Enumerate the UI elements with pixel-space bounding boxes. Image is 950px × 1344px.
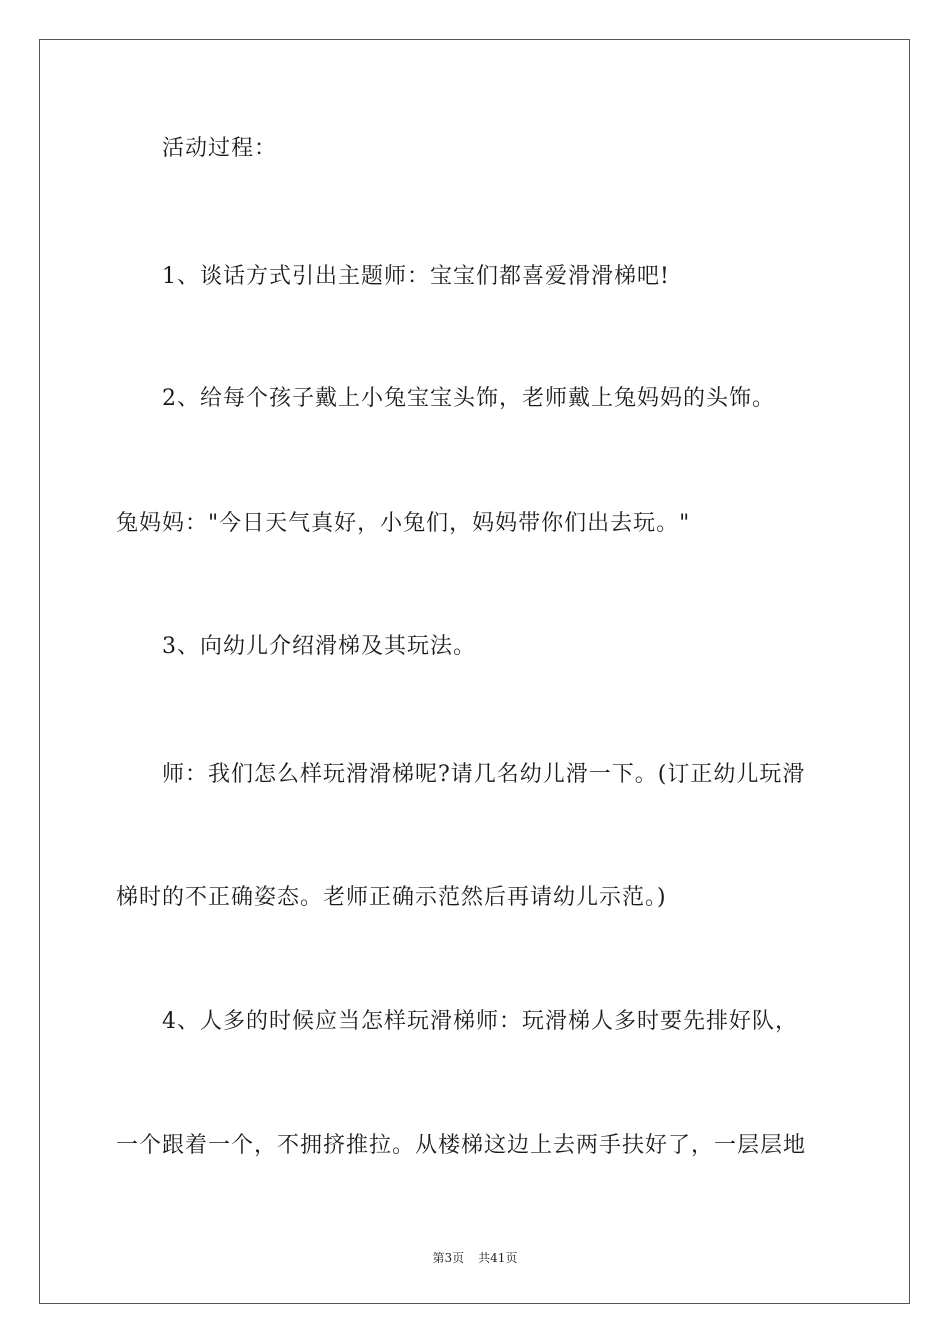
page-number: 第3页: [432, 1251, 465, 1265]
text-line: 梯时的不正确姿态。老师正确示范然后再请幼儿示范。): [116, 885, 667, 910]
text-line: 师：我们怎么样玩滑滑梯呢?请几名幼儿滑一下。(订正幼儿玩滑: [162, 762, 806, 787]
text-line: 3、向幼儿介绍滑梯及其玩法。: [162, 634, 476, 659]
page-total: 共41页: [478, 1251, 518, 1265]
text-line: 4、人多的时候应当怎样玩滑梯师：玩滑梯人多时要先排好队，: [162, 1009, 798, 1034]
text-line: 一个跟着一个，不拥挤推拉。从楼梯这边上去两手扶好了，一层层地: [116, 1133, 807, 1158]
page-border: [39, 39, 910, 1304]
text-line: 1、谈话方式引出主题师：宝宝们都喜爱滑滑梯吧!: [162, 264, 670, 289]
text-line: 活动过程：: [162, 136, 278, 161]
text-line: 2、给每个孩子戴上小兔宝宝头饰，老师戴上兔妈妈的头饰。: [162, 386, 775, 411]
text-line: 兔妈妈："今日天气真好，小兔们，妈妈带你们出去玩。": [116, 511, 691, 536]
page-footer: [0, 1249, 950, 1266]
